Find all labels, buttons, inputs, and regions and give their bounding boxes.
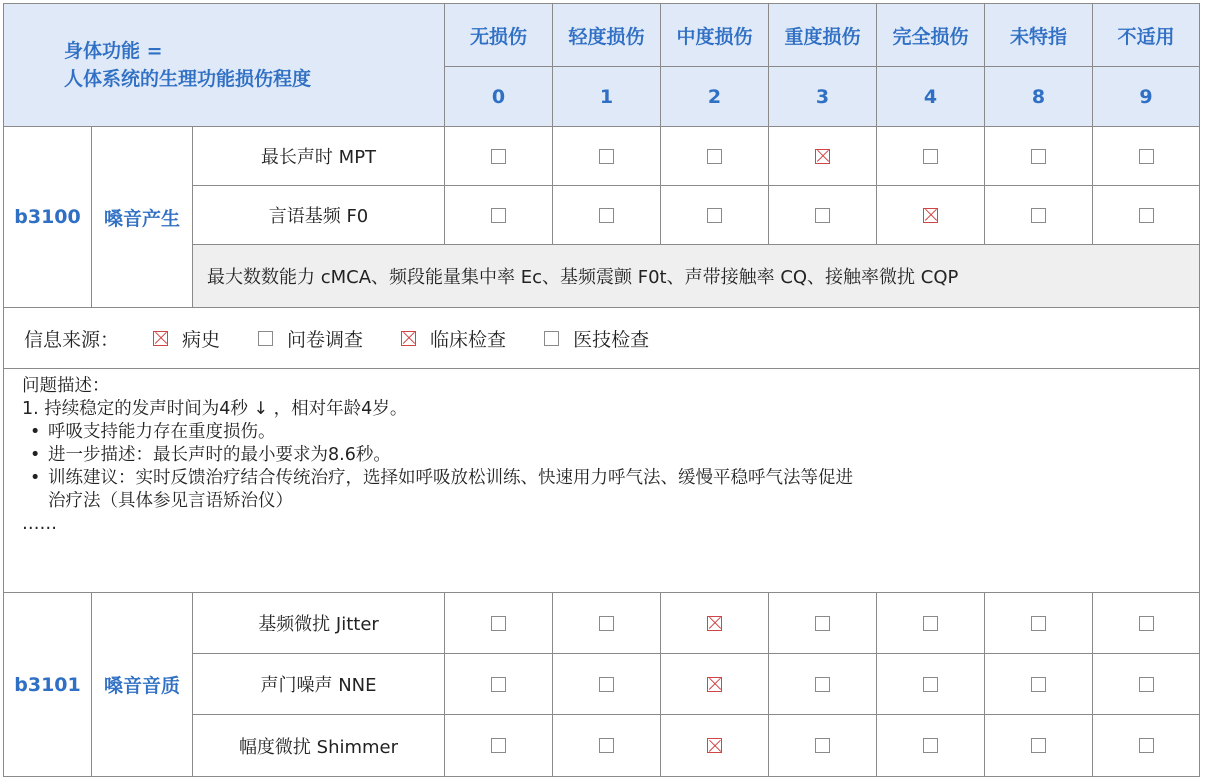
rating-cell [445, 186, 553, 245]
checkbox-icon[interactable] [1139, 149, 1154, 164]
info-source-item-label: 病史 [182, 328, 221, 351]
rating-cell [445, 715, 553, 776]
section-note: 最大数数能力 cMCA、频段能量集中率 Ec、基频震颤 F0t、声带接触率 CQ、接触率微扰 CQP [193, 245, 1199, 308]
checkbox-icon[interactable] [1139, 208, 1154, 223]
checkbox-icon[interactable] [707, 616, 722, 631]
checkbox-icon[interactable] [1139, 677, 1154, 692]
checkbox-icon[interactable] [707, 677, 722, 692]
rating-cell [877, 186, 985, 245]
col-code-2: 2 [661, 67, 769, 127]
table-title [4, 4, 445, 127]
rating-cell [877, 593, 985, 654]
checkbox-icon[interactable] [544, 331, 559, 346]
rating-cell [769, 715, 877, 776]
checkbox-icon[interactable] [815, 738, 830, 753]
checkbox-icon[interactable] [491, 738, 506, 753]
col-header-severe: 重度损伤 [769, 4, 877, 67]
bullet-text: 呼吸支持能力存在重度损伤。 [48, 422, 276, 442]
description-ellipsis: …… [22, 514, 57, 534]
col-code-3: 3 [769, 67, 877, 127]
rating-cell [661, 127, 769, 186]
checkbox-icon[interactable] [815, 208, 830, 223]
checkbox-icon[interactable] [599, 738, 614, 753]
description-bullet: • 呼吸支持能力存在重度损伤。 [30, 422, 276, 442]
measure-label: 声门噪声 NNE [193, 654, 445, 715]
rating-cell [553, 127, 661, 186]
checkbox-icon[interactable] [1139, 616, 1154, 631]
col-code-1: 1 [553, 67, 661, 127]
title-line-1: 身体功能 = [64, 40, 163, 62]
col-header-moderate: 中度损伤 [661, 4, 769, 67]
checkbox-icon[interactable] [1031, 738, 1046, 753]
col-header-not-applicable: 不适用 [1093, 4, 1199, 67]
info-source-questionnaire[interactable] [258, 325, 363, 352]
col-header-complete: 完全损伤 [877, 4, 985, 67]
rating-cell [445, 127, 553, 186]
col-code-4: 4 [877, 67, 985, 127]
col-header-mild: 轻度损伤 [553, 4, 661, 67]
rating-cell [445, 654, 553, 715]
checkbox-icon[interactable] [1139, 738, 1154, 753]
description-bullet: • 进一步描述：最长声时的最小要求为8.6秒。 [30, 445, 391, 465]
checkbox-icon[interactable] [923, 738, 938, 753]
info-source-medical-tech[interactable] [544, 325, 649, 352]
col-code-9: 9 [1093, 67, 1199, 127]
rating-cell [769, 186, 877, 245]
checkbox-icon[interactable] [491, 149, 506, 164]
section-name: 嗓音产生 [92, 127, 193, 308]
bullet-text: 进一步描述：最长声时的最小要求为8.6秒。 [48, 445, 391, 465]
rating-cell [1093, 593, 1199, 654]
description-item-1: 1. 持续稳定的发声时间为4秒 ↓ ，相对年龄4岁。 [22, 399, 408, 419]
checkbox-icon[interactable] [923, 149, 938, 164]
rating-cell [1093, 186, 1199, 245]
rating-cell [769, 127, 877, 186]
checkbox-icon[interactable] [923, 616, 938, 631]
col-code-8: 8 [985, 67, 1093, 127]
rating-cell [445, 593, 553, 654]
info-source-item-label: 临床检查 [430, 328, 507, 351]
rating-cell [1093, 127, 1199, 186]
checkbox-icon[interactable] [707, 738, 722, 753]
rating-cell [553, 186, 661, 245]
description-heading: 问题描述： [22, 376, 110, 396]
icf-voice-function-table [3, 3, 1200, 777]
rating-cell [769, 593, 877, 654]
checkbox-icon[interactable] [1031, 208, 1046, 223]
checkbox-icon[interactable] [1031, 149, 1046, 164]
rating-cell [661, 186, 769, 245]
rating-cell [877, 715, 985, 776]
rating-cell [985, 593, 1093, 654]
col-code-0: 0 [445, 67, 553, 127]
checkbox-icon[interactable] [815, 616, 830, 631]
rating-cell [985, 715, 1093, 776]
checkbox-icon[interactable] [707, 149, 722, 164]
info-source-row [4, 308, 1199, 369]
measure-label: 基频微扰 Jitter [193, 593, 445, 654]
checkbox-icon[interactable] [599, 208, 614, 223]
checkbox-icon[interactable] [153, 331, 168, 346]
rating-cell [985, 186, 1093, 245]
checkbox-icon[interactable] [491, 208, 506, 223]
section-name: 嗓音音质 [92, 593, 193, 776]
rating-cell [985, 127, 1093, 186]
measure-label: 言语基频 F0 [193, 186, 445, 245]
checkbox-icon[interactable] [923, 677, 938, 692]
rating-cell [553, 654, 661, 715]
rating-cell [769, 654, 877, 715]
rating-cell [553, 593, 661, 654]
rating-cell [661, 593, 769, 654]
checkbox-icon[interactable] [923, 208, 938, 223]
checkbox-icon[interactable] [401, 331, 416, 346]
description-bullet: • 训练建议：实时反馈治疗结合传统治疗，选择如呼吸放松训练、快速用力呼气法、缓慢平稳呼气法等促进 [30, 468, 853, 488]
col-header-unspecified: 未特指 [985, 4, 1093, 67]
checkbox-icon[interactable] [599, 149, 614, 164]
rating-cell [985, 654, 1093, 715]
title-line-2: 人体系统的生理功能损伤程度 [64, 68, 312, 90]
checkbox-icon[interactable] [707, 208, 722, 223]
section-code: b3101 [4, 593, 92, 776]
checkbox-icon[interactable] [599, 616, 614, 631]
checkbox-icon[interactable] [1031, 616, 1046, 631]
bullet-text: 训练建议：实时反馈治疗结合传统治疗，选择如呼吸放松训练、快速用力呼气法、缓慢平稳呼气法等促进 [48, 468, 853, 488]
section-code: b3100 [4, 127, 92, 308]
checkbox-icon[interactable] [815, 149, 830, 164]
checkbox-icon[interactable] [815, 677, 830, 692]
measure-label: 幅度微扰 Shimmer [193, 715, 445, 776]
rating-cell [877, 654, 985, 715]
rating-cell [661, 654, 769, 715]
checkbox-icon[interactable] [491, 616, 506, 631]
checkbox-icon[interactable] [599, 677, 614, 692]
rating-cell [661, 715, 769, 776]
measure-label: 最长声时 MPT [193, 127, 445, 186]
col-header-none: 无损伤 [445, 4, 553, 67]
description-bullet-continuation: 治疗法（具体参见言语矫治仪） [48, 491, 293, 511]
rating-cell [877, 127, 985, 186]
info-source-item-label: 问卷调查 [287, 328, 364, 351]
info-source-clinical[interactable] [401, 325, 506, 352]
rating-cell [553, 715, 661, 776]
problem-description [4, 369, 1199, 593]
checkbox-icon[interactable] [258, 331, 273, 346]
info-source-label: 信息来源： [24, 328, 120, 351]
rating-cell [1093, 654, 1199, 715]
checkbox-icon[interactable] [491, 677, 506, 692]
checkbox-icon[interactable] [1031, 677, 1046, 692]
info-source-history[interactable] [153, 325, 220, 352]
rating-cell [1093, 715, 1199, 776]
info-source-item-label: 医技检查 [573, 328, 650, 351]
